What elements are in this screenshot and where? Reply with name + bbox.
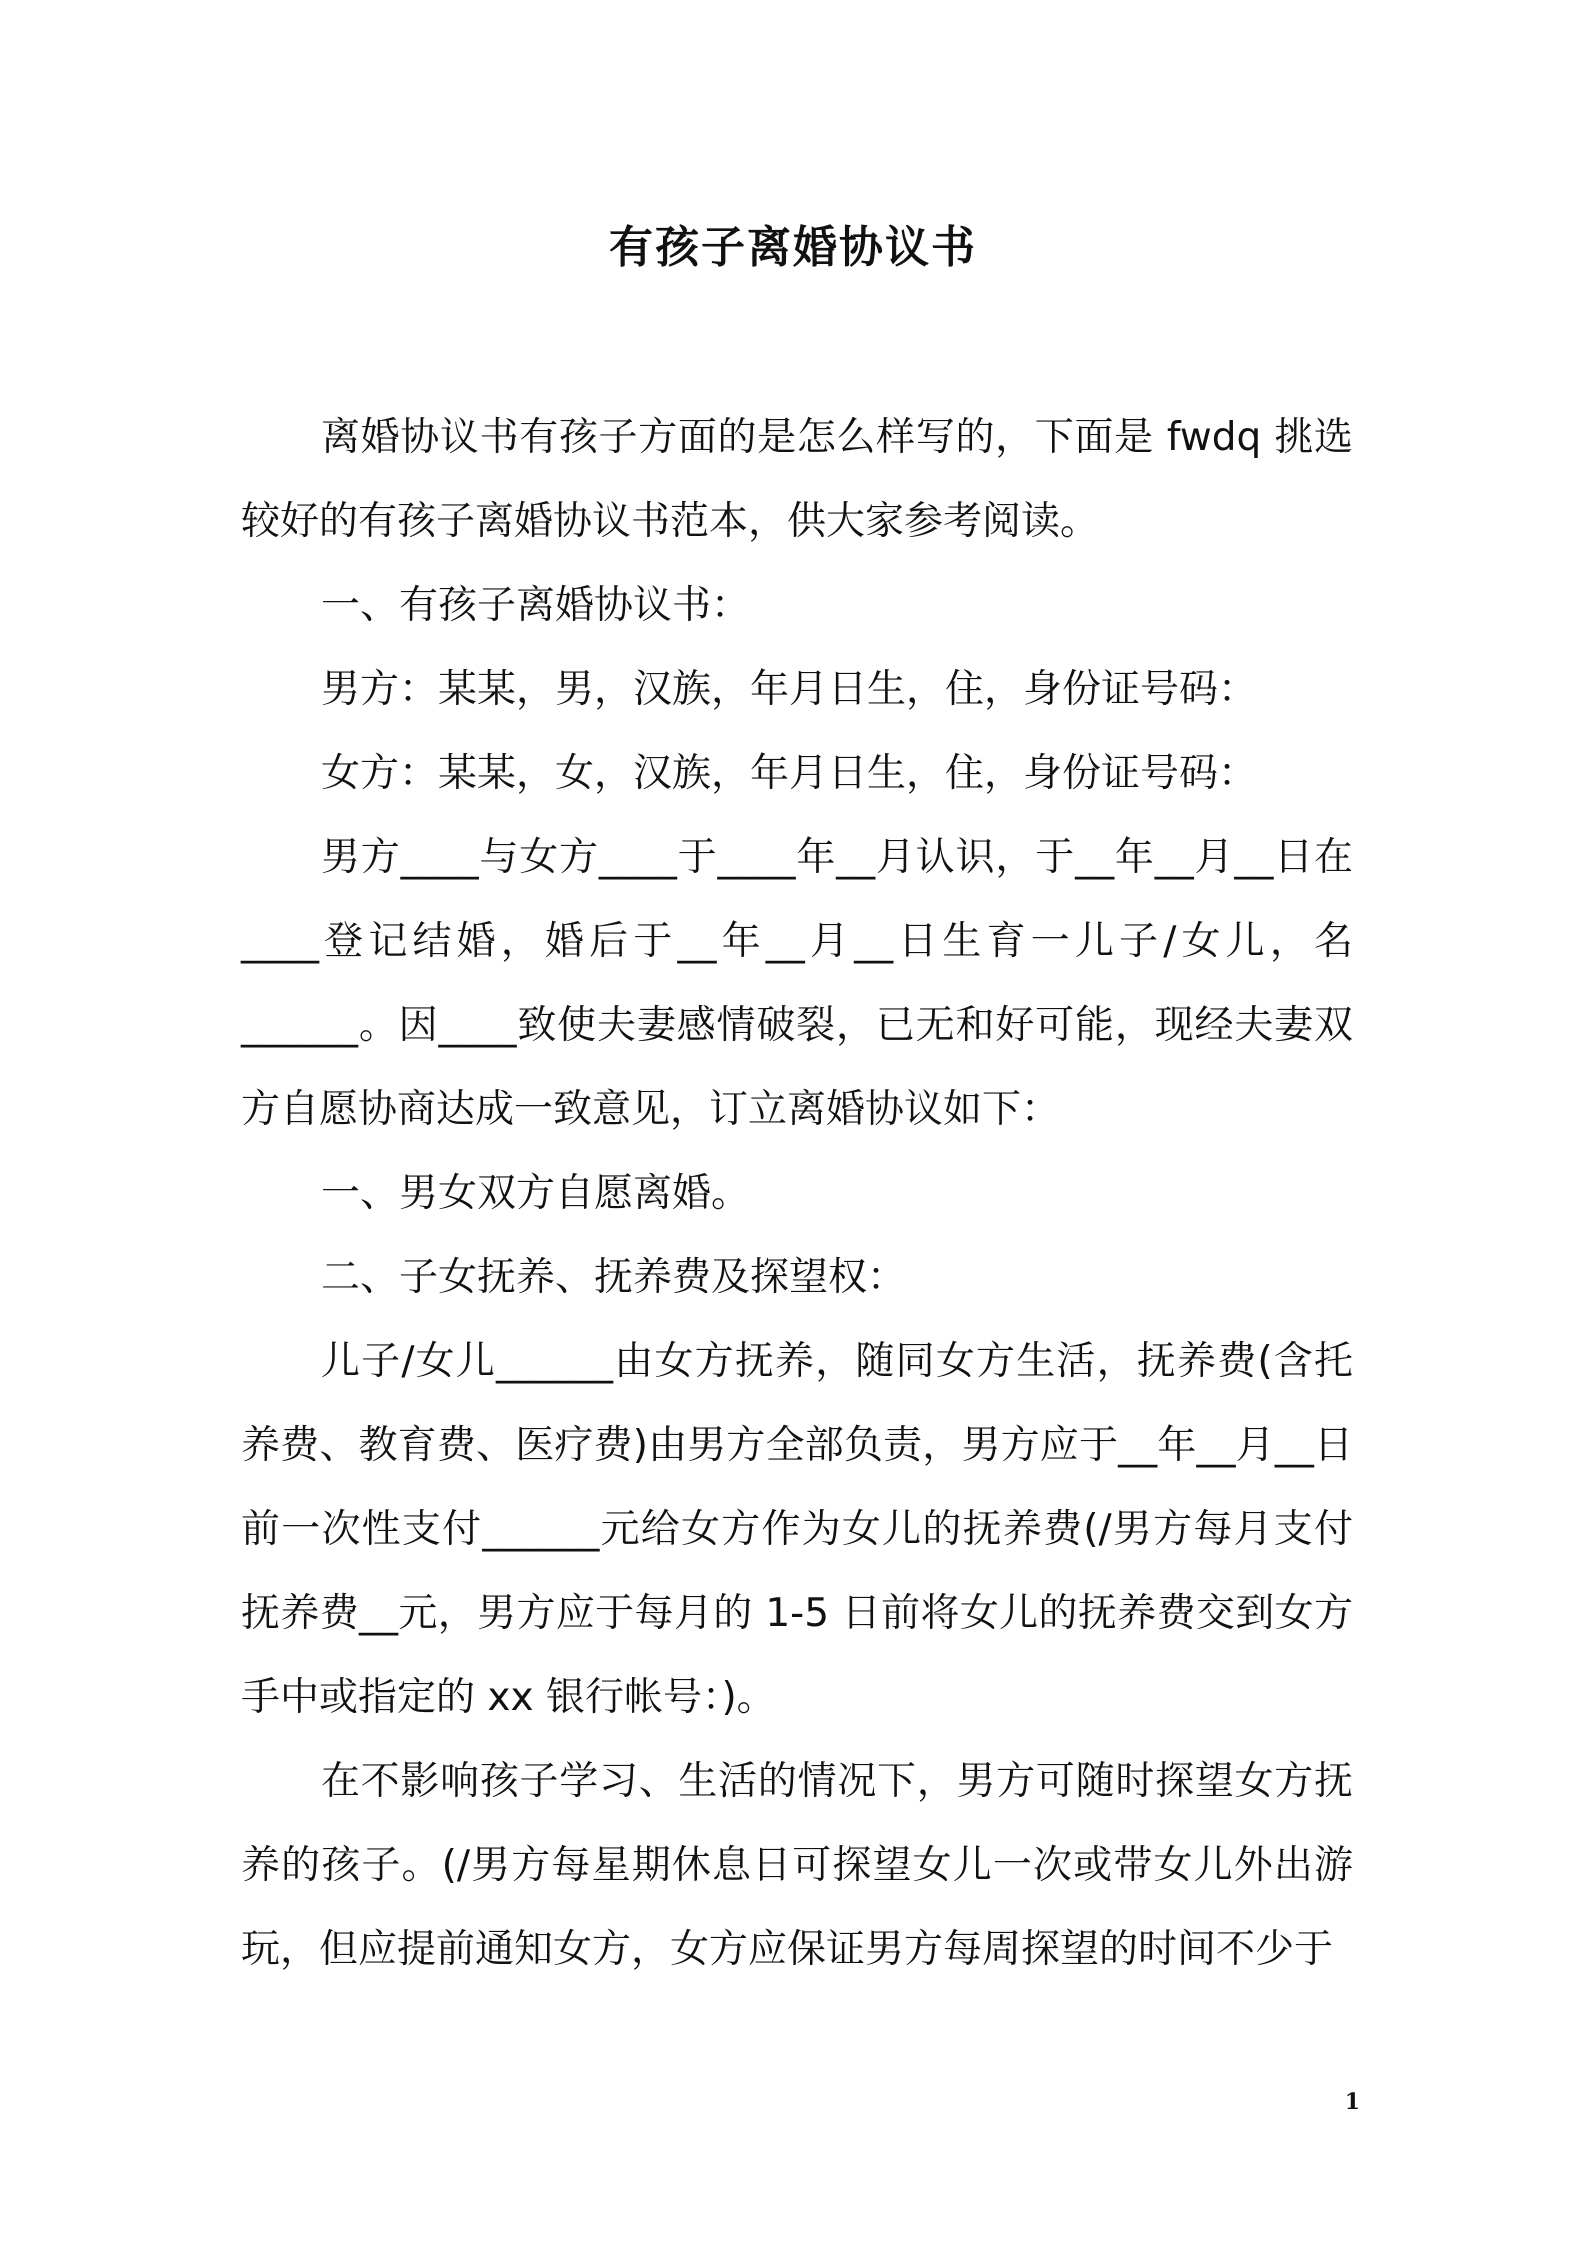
paragraph-section-heading: 一、有孩子离婚协议书： [320, 583, 750, 628]
paragraph-child-support: 儿子/女儿______由女方抚养，随同女方生活，抚养费(含托养费、教育费、医疗费)由男方全部负责，男方应于__年__月__日前一次性支付______元给女方作为女儿的抚养费(/男方每月支付抚养费__元，男方应于每月的 1-5 日前将女儿的抚养费交到女方手中或指定的 xx 银行帐号：)。 [241, 1339, 1353, 1720]
paragraph-clause-2-heading: 二、子女抚养、抚养费及探望权： [320, 1255, 906, 1300]
paragraph-clause-1: 一、男女双方自愿离婚。 [320, 1171, 750, 1216]
paragraph-visitation: 在不影响孩子学习、生活的情况下，男方可随时探望女方抚养的孩子。(/男方每星期休息日可探望女儿一次或带女儿外出游玩，但应提前通知女方，女方应保证男方每周探望的时间不少于 [241, 1759, 1353, 1972]
paragraph-male-party: 男方：某某，男，汉族，年月日生，住，身份证号码： [320, 667, 1257, 712]
document-title: 有孩子离婚协议书 [609, 222, 977, 273]
page-number: 1 [1344, 2089, 1360, 2115]
paragraph-marriage-background: 男方____与女方____于____年__月认识，于__年__月__日在____登记结婚，婚后于__年__月__日生育一儿子/女儿，名______。因____致使夫妻感情破裂，已无和好可能，现经夫妻双方自愿协商达成一致意见，订立离婚协议如下： [241, 835, 1353, 1132]
paragraph-female-party: 女方：某某，女，汉族，年月日生，住，身份证号码： [320, 751, 1257, 796]
document-body [241, 396, 1353, 1992]
paragraph-intro: 离婚协议书有孩子方面的是怎么样写的，下面是 fwdq 挑选较好的有孩子离婚协议书范本，供大家参考阅读。 [241, 415, 1353, 544]
